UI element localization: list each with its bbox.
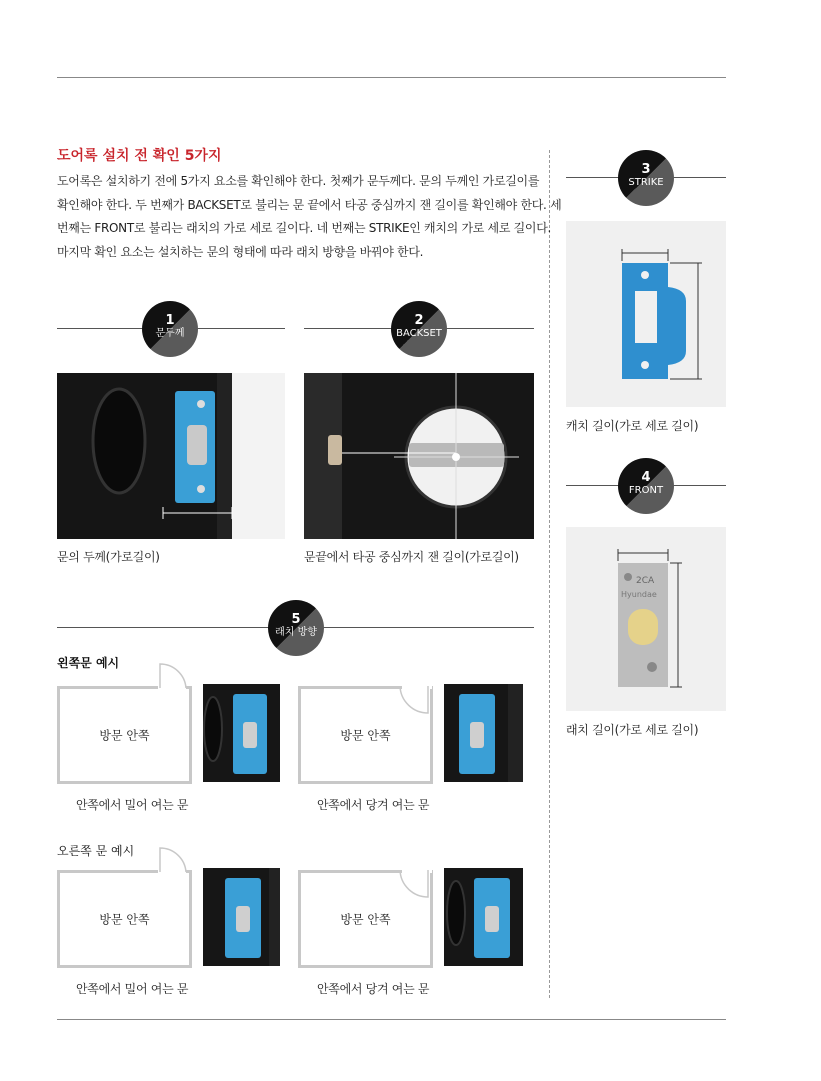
right-door-title: 오른쪽 문 예시 <box>57 844 135 858</box>
paragraph-line: 마지막 확인 요소는 설치하는 문의 형태에 따라 래치 방향을 바꿔야 한다. <box>57 244 424 259</box>
badge-number: 4 <box>641 470 651 485</box>
badge-1 <box>142 301 198 357</box>
badge-number: 1 <box>165 313 175 328</box>
door-thickness-photo <box>57 373 285 539</box>
latch-photo-illustration <box>444 684 523 782</box>
front-photo <box>566 527 726 711</box>
latch-photo <box>444 684 523 782</box>
latch-photo <box>444 868 523 966</box>
pull-door-caption: 안쪽에서 당겨 여는 문 <box>317 798 430 812</box>
room-diagram <box>57 870 192 968</box>
door-swing-out-icon <box>150 846 194 876</box>
door-swing-out-icon <box>150 662 194 692</box>
badge-label: STRIKE <box>628 177 664 188</box>
badge-5 <box>268 600 324 656</box>
backset-illustration <box>304 373 534 539</box>
badge-number: 5 <box>291 612 301 627</box>
backset-caption: 문끝에서 타공 중심까지 잰 길이(가로길이) <box>304 550 519 564</box>
badge-number: 2 <box>414 313 424 328</box>
latch-photo-illustration <box>444 868 523 966</box>
latch-photo-illustration <box>203 684 280 782</box>
badge-2 <box>391 301 447 357</box>
strike-caption: 캐치 길이(가로 세로 길이) <box>566 419 699 433</box>
badge-4 <box>618 458 674 514</box>
room-diagram <box>57 686 192 784</box>
pull-door-caption: 안쪽에서 당겨 여는 문 <box>317 982 430 996</box>
push-door-caption: 안쪽에서 밀어 여는 문 <box>76 982 189 996</box>
room-label: 방문 안쪽 <box>99 728 150 743</box>
badge-3 <box>618 150 674 206</box>
latch-photo <box>203 868 280 966</box>
badge-label: 문두께 <box>155 328 185 339</box>
intro-paragraph <box>57 170 562 264</box>
latch-photo <box>203 684 280 782</box>
push-door-caption: 안쪽에서 밀어 여는 문 <box>76 798 189 812</box>
left-door-title: 왼쪽문 예시 <box>57 656 120 670</box>
door-thickness-caption: 문의 두께(가로길이) <box>57 550 160 564</box>
door-swing-in-icon <box>396 867 436 899</box>
latch-front-illustration <box>566 527 726 711</box>
door-edge-illustration <box>57 373 285 539</box>
room-label: 방문 안쪽 <box>340 728 391 743</box>
door-swing-in-icon <box>396 683 436 715</box>
latch-brand-text: Hyundae <box>621 590 657 599</box>
backset-photo <box>304 373 534 539</box>
paragraph-line: 도어록은 설치하기 전에 5가지 요소를 확인해야 한다. 첫째가 문두께다. 문의 두께인 가로길이를 <box>57 174 540 188</box>
badge-label: 래치 방향 <box>275 627 317 638</box>
paragraph-line: 번째는 FRONT로 불리는 래치의 가로 세로 길이다. 네 번째는 STRIKE인 캐치의 가로 세로 길이다. <box>57 221 552 235</box>
section-title: 도어록 설치 전 확인 5가지 <box>57 148 222 164</box>
paragraph-line: 확인해야 한다. 두 번째가 BACKSET로 불리는 문 끝에서 타공 중심까지 잰 길이를 확인해야 한다. 세 <box>57 197 562 212</box>
latch-photo-illustration <box>203 868 280 966</box>
front-caption: 래치 길이(가로 세로 길이) <box>566 723 699 737</box>
badge-label: BACKSET <box>396 328 442 339</box>
badge-number: 3 <box>641 162 651 177</box>
latch-model-text: 2CA <box>636 576 655 586</box>
room-label: 방문 안쪽 <box>99 912 150 927</box>
badge-label: FRONT <box>628 485 664 496</box>
column-divider <box>549 150 550 998</box>
bottom-rule <box>57 1019 726 1020</box>
strike-plate-illustration <box>566 221 726 407</box>
top-rule <box>57 77 726 78</box>
strike-photo <box>566 221 726 407</box>
room-label: 방문 안쪽 <box>340 912 391 927</box>
